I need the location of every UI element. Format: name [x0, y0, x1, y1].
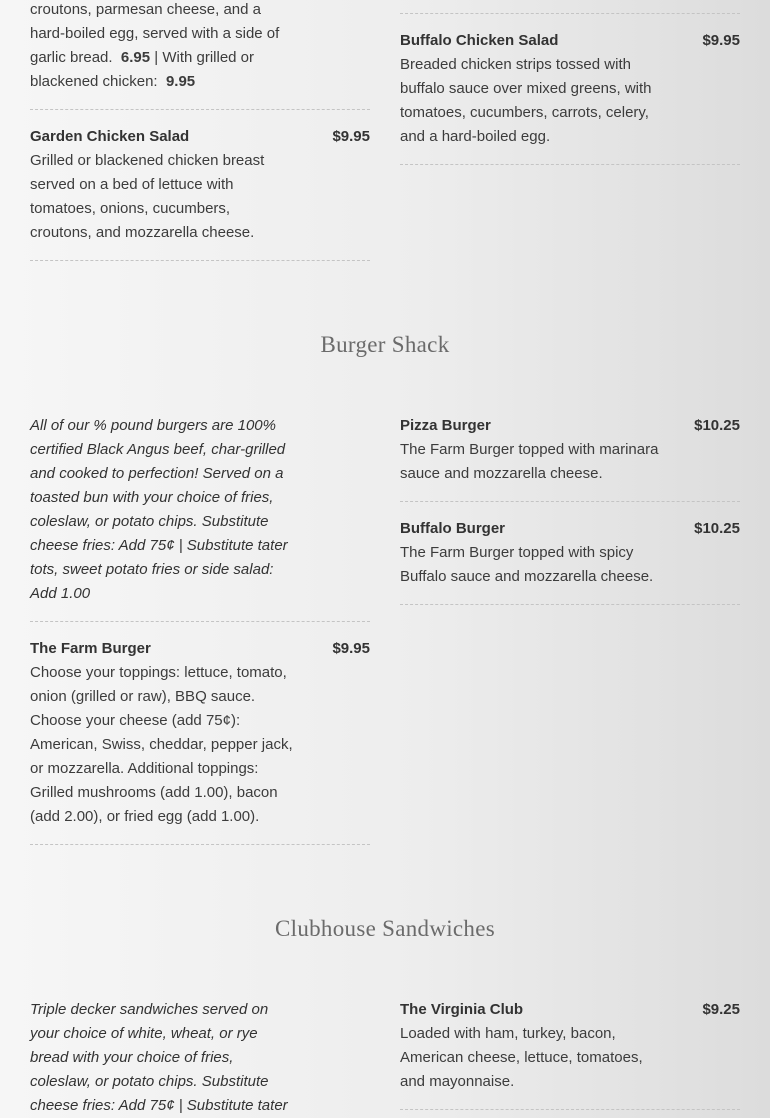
intro-line: coleslaw, or potato chips. Substitute	[30, 513, 269, 530]
intro-line: your choice of white, wheat, or rye	[30, 1025, 258, 1042]
desc-line: Choose your cheese (add 75¢):	[30, 712, 241, 729]
item-name: Garden Chicken Salad	[30, 128, 190, 145]
desc-line: Buffalo sauce and mozzarella cheese.	[400, 568, 654, 585]
item-description	[30, 0, 330, 94]
menu-item-buffalo-burger	[400, 517, 740, 589]
item-description	[30, 661, 305, 829]
salad-item-continued	[30, 0, 330, 94]
item-name: Pizza Burger	[400, 417, 491, 434]
desc-line: sauce and mozzarella cheese.	[400, 465, 603, 482]
section-title-clubhouse-sandwiches: Clubhouse Sandwiches	[274, 916, 495, 941]
divider	[30, 260, 370, 261]
intro-line: Add 1.00	[30, 585, 91, 602]
desc-line: buffalo sauce over mixed greens, with	[400, 80, 652, 97]
intro-line: tots, sweet potato fries or side salad:	[30, 561, 274, 578]
desc-line: hard-boiled egg, served with a side of	[30, 25, 280, 42]
menu-item-farm-burger	[30, 637, 370, 829]
desc-line: served on a bed of lettuce with	[30, 176, 234, 193]
desc-line: Choose your toppings: lettuce, tomato,	[30, 664, 287, 681]
intro-line: and cooked to perfection! Served on a	[30, 465, 284, 482]
divider	[400, 501, 740, 502]
item-description	[400, 53, 665, 149]
desc-line: croutons, and mozzarella cheese.	[30, 224, 255, 241]
desc-line: tomatoes, cucumbers, carrots, celery,	[400, 104, 649, 121]
section-intro	[30, 998, 300, 1118]
intro-line: certified Black Angus beef, char-grilled	[30, 441, 286, 458]
divider	[400, 13, 740, 14]
intro-line: toasted bun with your choice of fries,	[30, 489, 274, 506]
item-description	[30, 149, 295, 245]
desc-line: (add 2.00), or fried egg (add 1.00).	[30, 808, 260, 825]
item-name: Buffalo Chicken Salad	[400, 32, 559, 49]
divider	[30, 621, 370, 622]
desc-line: or mozzarella. Additional toppings:	[30, 760, 259, 777]
item-price: $9.95	[332, 128, 370, 145]
intro-line: cheese fries: Add 75¢ | Substitute tater	[30, 1097, 288, 1114]
section-intro	[30, 414, 300, 606]
section-title-burger-shack: Burger Shack	[320, 332, 450, 357]
divider	[30, 109, 370, 110]
divider	[400, 1109, 740, 1110]
intro-line: Triple decker sandwiches served on	[30, 1001, 269, 1018]
item-price: $9.95	[332, 640, 370, 657]
menu-item-buffalo-chicken-salad	[400, 29, 740, 149]
item-name: Buffalo Burger	[400, 520, 505, 537]
desc-text: garlic bread.	[30, 49, 113, 66]
desc-line	[30, 46, 330, 70]
menu-item-garden-chicken-salad	[30, 125, 370, 245]
desc-line: and a hard-boiled egg.	[400, 128, 551, 145]
intro-line: coleslaw, or potato chips. Substitute	[30, 1073, 269, 1090]
item-price: $9.25	[702, 1001, 740, 1018]
item-description	[400, 1022, 665, 1094]
menu-item-virginia-club	[400, 998, 740, 1094]
desc-line: tomatoes, onions, cucumbers,	[30, 200, 231, 217]
menu-item-pizza-burger	[400, 414, 740, 486]
intro-line: cheese fries: Add 75¢ | Substitute tater	[30, 537, 288, 554]
desc-line: American cheese, lettuce, tomatoes,	[400, 1049, 643, 1066]
desc-line: Grilled or blackened chicken breast	[30, 152, 265, 169]
desc-line: Loaded with ham, turkey, bacon,	[400, 1025, 616, 1042]
item-price: $10.25	[694, 417, 740, 434]
desc-text: blackened chicken:	[30, 73, 158, 90]
inline-price: 9.95	[165, 73, 196, 90]
item-price: $9.95	[702, 32, 740, 49]
desc-line: and mayonnaise.	[400, 1073, 515, 1090]
intro-line: bread with your choice of fries,	[30, 1049, 234, 1066]
desc-line: American, Swiss, cheddar, pepper jack,	[30, 736, 293, 753]
inline-price: 6.95	[120, 49, 151, 66]
desc-line	[30, 70, 330, 94]
desc-line: The Farm Burger topped with spicy	[400, 544, 634, 561]
intro-line: All of our % pound burgers are 100%	[30, 417, 276, 434]
item-description	[400, 541, 675, 589]
desc-text: | With grilled or	[150, 49, 255, 66]
desc-line: croutons, parmesan cheese, and a	[30, 1, 261, 18]
item-description	[400, 438, 675, 486]
divider	[30, 844, 370, 845]
desc-line: onion (grilled or raw), BBQ sauce.	[30, 688, 256, 705]
item-name: The Farm Burger	[30, 640, 151, 657]
divider	[400, 164, 740, 165]
item-name: The Virginia Club	[400, 1001, 524, 1018]
item-price: $10.25	[694, 520, 740, 537]
desc-line: Breaded chicken strips tossed with	[400, 56, 631, 73]
divider	[400, 604, 740, 605]
desc-line: Grilled mushrooms (add 1.00), bacon	[30, 784, 278, 801]
desc-line: The Farm Burger topped with marinara	[400, 441, 659, 458]
